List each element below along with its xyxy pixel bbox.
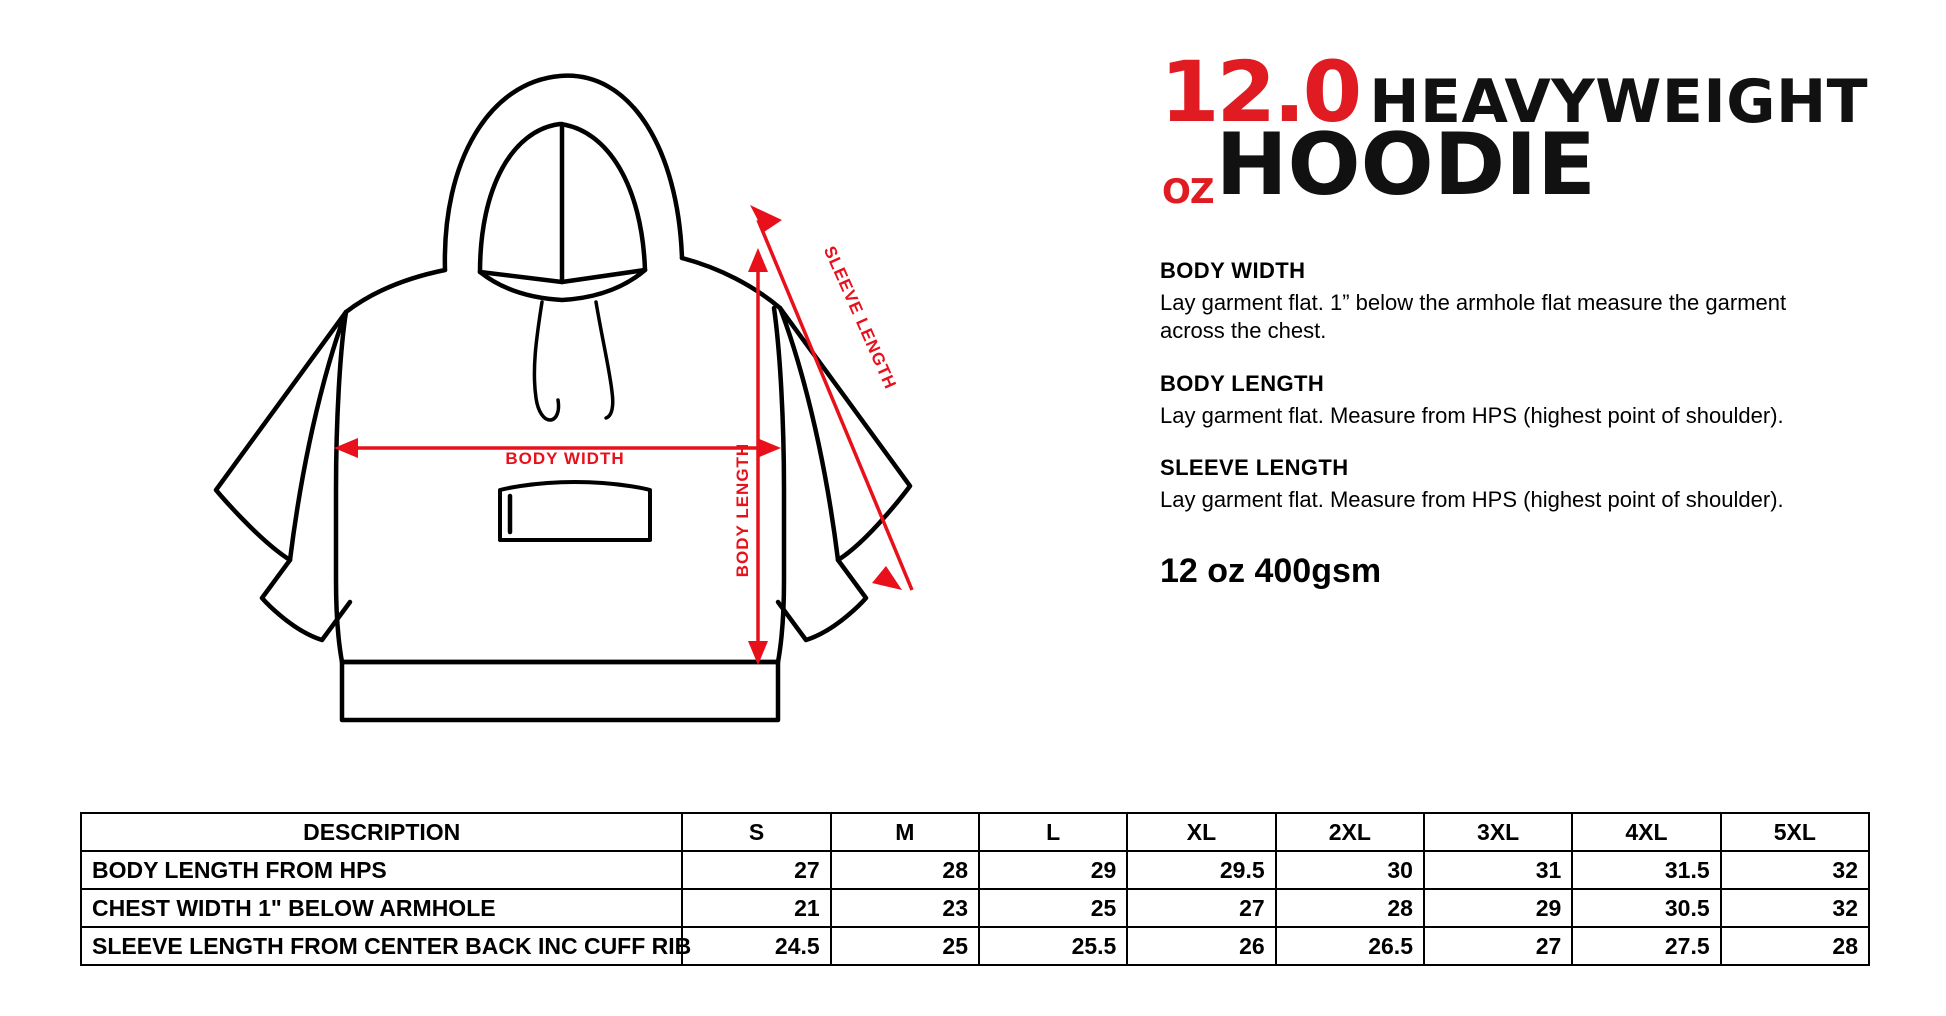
column-header-s: S (682, 813, 830, 851)
product-title (1160, 43, 1880, 215)
measurement-body-length (1160, 371, 1880, 430)
cell-value: 27 (1424, 927, 1572, 965)
weight-unit: OZ (1162, 172, 1214, 213)
cell-value: 25.5 (979, 927, 1127, 965)
cell-value: 30.5 (1572, 889, 1720, 927)
measurement-description: Lay garment flat. Measure from HPS (highest point of shoulder). (1160, 402, 1784, 428)
cell-value: 32 (1721, 889, 1869, 927)
cell-value: 32 (1721, 851, 1869, 889)
measurement-title: BODY WIDTH (1160, 258, 1306, 284)
heavyweight-word: HEAVYWEIGHT (1369, 66, 1869, 137)
measurement-title: SLEEVE LENGTH (1160, 455, 1349, 481)
cell-value: 27 (682, 851, 830, 889)
measurement-description: Lay garment flat. 1” below the armhole flat measure the garment across the chest. (1160, 290, 1787, 343)
measurement-body-width (1160, 258, 1880, 344)
row-label-chest-width: CHEST WIDTH 1" BELOW ARMHOLE (81, 889, 682, 927)
cell-value: 25 (831, 927, 979, 965)
row-label-body-length: BODY LENGTH FROM HPS (81, 851, 682, 889)
cell-value: 31 (1424, 851, 1572, 889)
cell-value: 27 (1127, 889, 1275, 927)
cell-value: 23 (831, 889, 979, 927)
measurement-description: Lay garment flat. Measure from HPS (highest point of shoulder). (1160, 487, 1784, 513)
cell-value: 26.5 (1276, 927, 1424, 965)
table-row (81, 889, 1869, 927)
table-row (81, 927, 1869, 965)
fabric-weight: 12 oz 400gsm (1160, 552, 1382, 591)
column-header-5xl: 5XL (1721, 813, 1869, 851)
cell-value: 21 (682, 889, 830, 927)
table-row (81, 851, 1869, 889)
diagram-label-sleeve-length: SLEEVE LENGTH (819, 243, 901, 393)
cell-value: 25 (979, 889, 1127, 927)
table-header-row (81, 813, 1869, 851)
size-table (80, 812, 1870, 966)
diagram-label-body-length: BODY LENGTH (733, 442, 752, 578)
cell-value: 29 (1424, 889, 1572, 927)
cell-value: 26 (1127, 927, 1275, 965)
column-header-xl: XL (1127, 813, 1275, 851)
row-label-sleeve-length: SLEEVE LENGTH FROM CENTER BACK INC CUFF RIB (81, 927, 682, 965)
hoodie-illustration (150, 20, 970, 810)
column-header-4xl: 4XL (1572, 813, 1720, 851)
cell-value: 29 (979, 851, 1127, 889)
column-header-3xl: 3XL (1424, 813, 1572, 851)
cell-value: 28 (831, 851, 979, 889)
column-header-2xl: 2XL (1276, 813, 1424, 851)
cell-value: 27.5 (1572, 927, 1720, 965)
cell-value: 30 (1276, 851, 1424, 889)
hoodie-word: HOODIE (1215, 114, 1596, 215)
cell-value: 29.5 (1127, 851, 1275, 889)
cell-value: 28 (1721, 927, 1869, 965)
measurement-title: BODY LENGTH (1160, 370, 1325, 396)
column-header-m: M (831, 813, 979, 851)
column-header-l: L (979, 813, 1127, 851)
diagram-label-body-width: BODY WIDTH (505, 449, 625, 468)
cell-value: 24.5 (682, 927, 830, 965)
info-panel (1160, 43, 1880, 591)
cell-value: 31.5 (1572, 851, 1720, 889)
weight-number: 12.0 (1160, 43, 1360, 141)
column-header-description: DESCRIPTION (81, 813, 682, 851)
cell-value: 28 (1276, 889, 1424, 927)
measurement-sleeve-length (1160, 455, 1880, 514)
